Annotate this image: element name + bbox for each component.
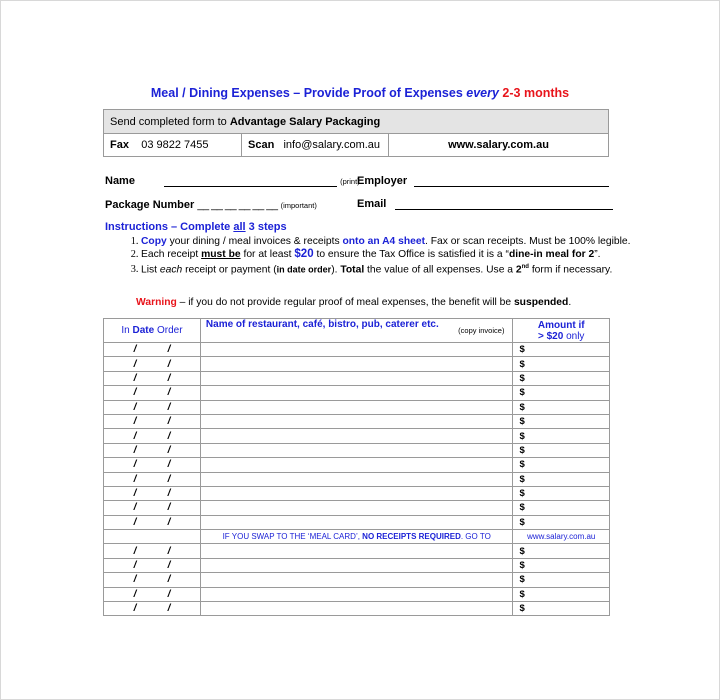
amount-cell[interactable]: $ bbox=[513, 458, 610, 472]
restaurant-name-cell[interactable] bbox=[200, 501, 513, 515]
amount-cell[interactable]: $ bbox=[513, 486, 610, 500]
amount-cell[interactable]: $ bbox=[513, 573, 610, 587]
table-row bbox=[104, 458, 610, 472]
table-row bbox=[104, 357, 610, 371]
table-row bbox=[104, 602, 610, 616]
date-separator: / bbox=[133, 372, 137, 384]
restaurant-name-cell[interactable] bbox=[200, 429, 513, 443]
table-row bbox=[104, 558, 610, 572]
column-header-amount: Amount if > $20 only bbox=[513, 319, 610, 343]
date-separator: / bbox=[167, 574, 171, 586]
amount-cell[interactable]: $ bbox=[513, 443, 610, 457]
instructions-heading: Instructions – Complete all 3 steps bbox=[105, 221, 287, 233]
date-cell[interactable] bbox=[104, 558, 201, 572]
scan-email[interactable]: info@salary.com.au bbox=[283, 139, 381, 151]
restaurant-name-cell[interactable] bbox=[200, 472, 513, 486]
amount-cell[interactable]: $ bbox=[513, 429, 610, 443]
date-separator: / bbox=[167, 560, 171, 572]
restaurant-name-cell[interactable] bbox=[200, 443, 513, 457]
restaurant-name-cell[interactable] bbox=[200, 602, 513, 616]
date-cell[interactable] bbox=[104, 501, 201, 515]
column-header-date: In Date Order bbox=[104, 319, 201, 343]
date-separator: / bbox=[133, 401, 137, 413]
date-separator: / bbox=[133, 588, 137, 600]
table-row bbox=[104, 429, 610, 443]
date-cell[interactable] bbox=[104, 544, 201, 558]
date-cell[interactable] bbox=[104, 400, 201, 414]
amount-cell[interactable]: $ bbox=[513, 587, 610, 601]
date-separator: / bbox=[133, 516, 137, 528]
date-cell[interactable] bbox=[104, 515, 201, 529]
table-row bbox=[104, 414, 610, 428]
date-cell[interactable] bbox=[104, 414, 201, 428]
restaurant-name-cell[interactable] bbox=[200, 544, 513, 558]
table-row bbox=[104, 386, 610, 400]
fax-cell: Fax 03 9822 7455 bbox=[104, 134, 242, 157]
expenses-table bbox=[103, 318, 610, 616]
date-separator: / bbox=[133, 603, 137, 615]
table-row bbox=[104, 400, 610, 414]
restaurant-name-cell[interactable] bbox=[200, 587, 513, 601]
restaurant-name-cell[interactable] bbox=[200, 371, 513, 385]
date-separator: / bbox=[133, 488, 137, 500]
step-2: 2. Each receipt must be for at least $20 to ensure the Tax Office is satisfied it is a “dine-in meal for 2”. bbox=[141, 248, 641, 261]
table-row bbox=[104, 486, 610, 500]
date-separator: / bbox=[167, 430, 171, 442]
employer-input-line[interactable] bbox=[414, 186, 609, 187]
amount-cell[interactable]: $ bbox=[513, 400, 610, 414]
date-separator: / bbox=[133, 416, 137, 428]
date-separator: / bbox=[167, 502, 171, 514]
date-separator: / bbox=[133, 459, 137, 471]
date-separator: / bbox=[133, 545, 137, 557]
date-separator: / bbox=[133, 502, 137, 514]
contact-table bbox=[103, 109, 609, 157]
table-row bbox=[104, 573, 610, 587]
amount-cell[interactable]: $ bbox=[513, 386, 610, 400]
table-row bbox=[104, 515, 610, 529]
date-separator: / bbox=[167, 516, 171, 528]
date-separator: / bbox=[167, 444, 171, 456]
amount-cell[interactable]: $ bbox=[513, 602, 610, 616]
date-cell[interactable] bbox=[104, 443, 201, 457]
date-separator: / bbox=[167, 588, 171, 600]
send-to-row: Send completed form to Advantage Salary Packaging bbox=[104, 110, 609, 134]
restaurant-name-cell[interactable] bbox=[200, 458, 513, 472]
date-cell[interactable] bbox=[104, 587, 201, 601]
table-row bbox=[104, 343, 610, 357]
date-cell[interactable] bbox=[104, 429, 201, 443]
meal-card-link[interactable]: www.salary.com.au bbox=[513, 530, 610, 544]
date-separator: / bbox=[167, 545, 171, 557]
date-separator: / bbox=[167, 488, 171, 500]
restaurant-name-cell[interactable] bbox=[200, 400, 513, 414]
date-separator: / bbox=[133, 344, 137, 356]
table-row bbox=[104, 587, 610, 601]
restaurant-name-cell[interactable] bbox=[200, 343, 513, 357]
instruction-steps bbox=[116, 236, 641, 276]
date-separator: / bbox=[167, 344, 171, 356]
date-separator: / bbox=[167, 459, 171, 471]
restaurant-name-cell[interactable] bbox=[200, 486, 513, 500]
step-1: 1. Copy your dining / meal invoices & receipts onto an A4 sheet. Fax or scan receipts. Must be 100% legible. bbox=[141, 236, 641, 248]
amount-cell[interactable]: $ bbox=[513, 501, 610, 515]
website-link[interactable]: www.salary.com.au bbox=[389, 134, 609, 157]
amount-cell[interactable]: $ bbox=[513, 558, 610, 572]
table-row bbox=[104, 544, 610, 558]
table-row bbox=[104, 371, 610, 385]
date-cell[interactable] bbox=[104, 343, 201, 357]
date-cell[interactable] bbox=[104, 357, 201, 371]
date-separator: / bbox=[133, 444, 137, 456]
email-field[interactable]: Email bbox=[357, 198, 613, 210]
package-number-field[interactable]: Package Number __ __ __ __ __ __ (important) bbox=[105, 199, 317, 211]
date-separator: / bbox=[133, 560, 137, 572]
fax-number: 03 9822 7455 bbox=[141, 139, 209, 151]
date-cell[interactable] bbox=[104, 472, 201, 486]
meal-card-note: IF YOU SWAP TO THE ‘MEAL CARD’, NO RECEIPTS REQUIRED. GO TO bbox=[200, 530, 513, 544]
date-separator: / bbox=[167, 372, 171, 384]
date-separator: / bbox=[133, 387, 137, 399]
date-separator: / bbox=[167, 401, 171, 413]
warning-note: Warning – if you do not provide regular proof of meal expenses, the benefit will be suspended. bbox=[136, 297, 572, 308]
restaurant-name-cell[interactable] bbox=[200, 515, 513, 529]
amount-cell[interactable]: $ bbox=[513, 371, 610, 385]
step-3: 3. List each receipt or payment (in date order). Total the value of all expenses. Use a 2nd form if necessary. bbox=[141, 261, 641, 276]
email-input-line[interactable] bbox=[395, 209, 613, 210]
table-row bbox=[104, 472, 610, 486]
date-separator: / bbox=[133, 473, 137, 485]
restaurant-name-cell[interactable] bbox=[200, 573, 513, 587]
name-input-line[interactable] bbox=[164, 186, 337, 187]
date-separator: / bbox=[167, 358, 171, 370]
date-cell[interactable] bbox=[104, 386, 201, 400]
amount-cell[interactable]: $ bbox=[513, 515, 610, 529]
name-field[interactable]: Name (print) bbox=[105, 175, 360, 187]
date-cell[interactable] bbox=[104, 602, 201, 616]
date-separator: / bbox=[167, 603, 171, 615]
restaurant-name-cell[interactable] bbox=[200, 558, 513, 572]
amount-cell[interactable]: $ bbox=[513, 357, 610, 371]
employer-field[interactable]: Employer bbox=[357, 175, 609, 187]
date-separator: / bbox=[167, 473, 171, 485]
form-title: Meal / Dining Expenses – Provide Proof of Expenses every 2-3 months bbox=[150, 86, 570, 100]
restaurant-name-cell[interactable] bbox=[200, 414, 513, 428]
scan-cell: Scan info@salary.com.au bbox=[242, 134, 389, 157]
column-header-name: Name of restaurant, café, bistro, pub, caterer etc. (copy invoice) bbox=[200, 319, 513, 343]
amount-cell[interactable]: $ bbox=[513, 544, 610, 558]
meal-card-row bbox=[104, 530, 610, 544]
date-separator: / bbox=[133, 574, 137, 586]
date-separator: / bbox=[133, 430, 137, 442]
package-number-blanks[interactable]: __ __ __ __ __ __ bbox=[197, 199, 278, 211]
table-header-row bbox=[104, 319, 610, 343]
restaurant-name-cell[interactable] bbox=[200, 386, 513, 400]
table-row bbox=[104, 501, 610, 515]
date-separator: / bbox=[167, 387, 171, 399]
date-cell[interactable] bbox=[104, 458, 201, 472]
amount-cell[interactable]: $ bbox=[513, 343, 610, 357]
restaurant-name-cell[interactable] bbox=[200, 357, 513, 371]
date-separator: / bbox=[167, 416, 171, 428]
date-cell[interactable] bbox=[104, 573, 201, 587]
amount-cell[interactable]: $ bbox=[513, 472, 610, 486]
date-cell[interactable] bbox=[104, 371, 201, 385]
amount-cell[interactable]: $ bbox=[513, 414, 610, 428]
date-cell[interactable] bbox=[104, 486, 201, 500]
table-row bbox=[104, 443, 610, 457]
date-separator: / bbox=[133, 358, 137, 370]
